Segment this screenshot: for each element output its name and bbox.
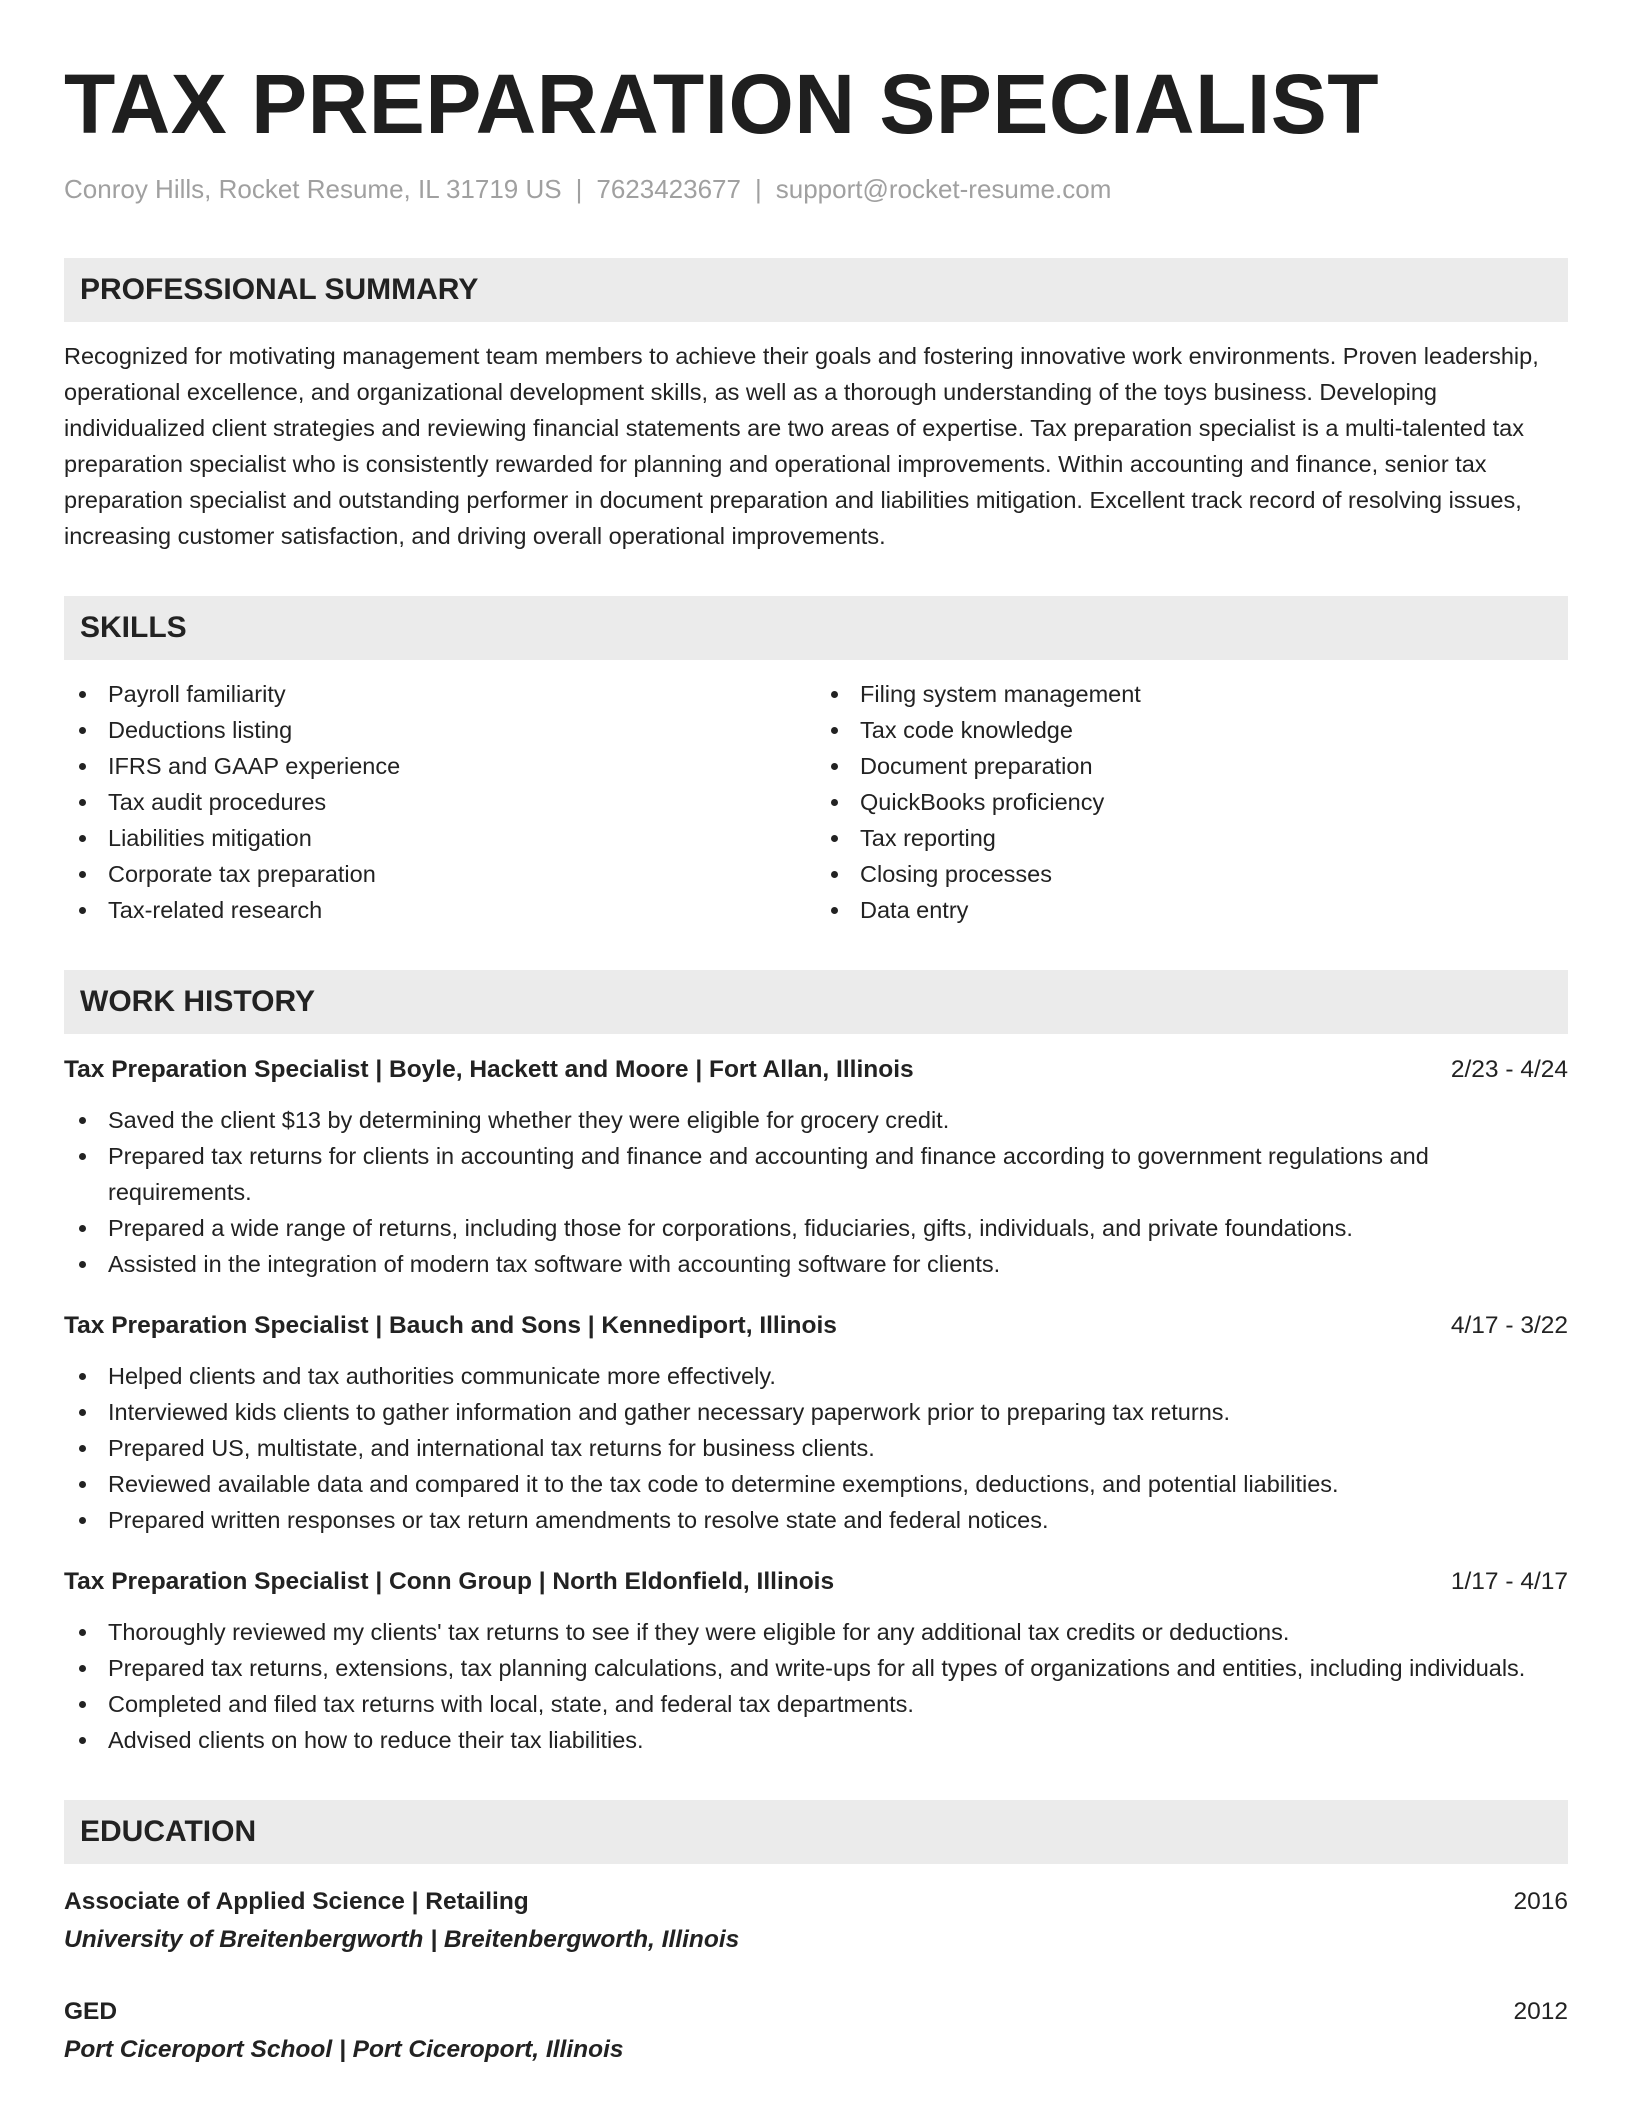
job-dates: 1/17 - 4/17 bbox=[1450, 1568, 1568, 1595]
skill-item: Filing system management bbox=[816, 676, 1568, 712]
skill-item: Corporate tax preparation bbox=[64, 856, 816, 892]
skill-item: IFRS and GAAP experience bbox=[64, 748, 816, 784]
bullet-item: Saved the client $13 by determining whether they were eligible for grocery credit. bbox=[64, 1102, 1568, 1138]
job-title: Tax Preparation Specialist | Conn Group | North Eldonfield, Illinois bbox=[64, 1568, 835, 1595]
skill-item: Tax code knowledge bbox=[816, 712, 1568, 748]
summary-text: Recognized for motivating management team members to achieve their goals and fostering innovative work environments. Proven leadership, operational excellence, and organizational development skills, as well as a thorough understanding of the toys business. Developing individualized client strategies and reviewing financial statements are two areas of expertise. Tax preparation specialist is a multi-talented tax preparation specialist who is consistently rewarded for planning and operational improvements. Within accounting and finance, senior tax preparation specialist and outstanding performer in document preparation and liabilities mitigation. Excellent track record of resolving issues, increasing customer satisfaction, and driving overall operational improvements. bbox=[64, 343, 1539, 549]
email: support@rocket-resume.com bbox=[775, 174, 1112, 204]
separator: | bbox=[754, 174, 762, 204]
separator: | bbox=[575, 174, 583, 204]
graduation-year: 2016 bbox=[1513, 1888, 1568, 1915]
bullet-item: Advised clients on how to reduce their tax liabilities. bbox=[64, 1722, 1568, 1758]
education-entry bbox=[64, 1884, 1568, 1958]
skills-column-left bbox=[64, 676, 816, 928]
education-header bbox=[64, 1994, 1568, 2030]
degree: Associate of Applied Science | Retailing bbox=[64, 1888, 529, 1915]
job-entry bbox=[64, 1564, 1568, 1758]
phone: 7623423677 bbox=[596, 174, 741, 204]
job-entry bbox=[64, 1308, 1568, 1538]
bullet-item: Assisted in the integration of modern tax software with accounting software for clients. bbox=[64, 1246, 1568, 1282]
job-title: Tax Preparation Specialist | Bauch and Sons | Kennediport, Illinois bbox=[64, 1312, 837, 1339]
bullet-item: Completed and filed tax returns with local, state, and federal tax departments. bbox=[64, 1686, 1568, 1722]
bullet-item: Prepared US, multistate, and international tax returns for business clients. bbox=[64, 1430, 1568, 1466]
section-header-education: EDUCATION bbox=[64, 1800, 1568, 1864]
contact-line bbox=[64, 172, 1568, 206]
skill-item: Data entry bbox=[816, 892, 1568, 928]
skill-item: Document preparation bbox=[816, 748, 1568, 784]
skill-item: Closing processes bbox=[816, 856, 1568, 892]
job-header bbox=[64, 1308, 1568, 1344]
job-bullets bbox=[64, 1614, 1568, 1758]
bullet-item: Prepared tax returns, extensions, tax planning calculations, and write-ups for all types of organizations and entities, including individuals. bbox=[64, 1650, 1568, 1686]
bullet-item: Thoroughly reviewed my clients' tax returns to see if they were eligible for any additional tax credits or deductions. bbox=[64, 1614, 1568, 1650]
bullet-item: Prepared tax returns for clients in accounting and finance and accounting and finance according to government regulations and requirements. bbox=[64, 1138, 1568, 1210]
job-header bbox=[64, 1052, 1568, 1088]
bullet-item: Prepared a wide range of returns, including those for corporations, fiduciaries, gifts, individuals, and private foundations. bbox=[64, 1210, 1568, 1246]
skill-item: Tax audit procedures bbox=[64, 784, 816, 820]
bullet-item: Prepared written responses or tax return amendments to resolve state and federal notices. bbox=[64, 1502, 1568, 1538]
skills-column-right bbox=[816, 676, 1568, 928]
job-header bbox=[64, 1564, 1568, 1600]
section-header-skills: SKILLS bbox=[64, 596, 1568, 660]
skill-item: Payroll familiarity bbox=[64, 676, 816, 712]
bullet-item: Reviewed available data and compared it to the tax code to determine exemptions, deductions, and potential liabilities. bbox=[64, 1466, 1568, 1502]
education-entry bbox=[64, 1994, 1568, 2068]
school: Port Ciceroport School | Port Ciceroport, Illinois bbox=[64, 2036, 624, 2063]
skill-item: QuickBooks proficiency bbox=[816, 784, 1568, 820]
job-title: Tax Preparation Specialist | Boyle, Hackett and Moore | Fort Allan, Illinois bbox=[64, 1056, 914, 1083]
skill-item: Tax reporting bbox=[816, 820, 1568, 856]
school: University of Breitenbergworth | Breitenbergworth, Illinois bbox=[64, 1926, 740, 1953]
page-title: TAX PREPARATION SPECIALIST bbox=[64, 57, 1380, 151]
skill-item: Tax-related research bbox=[64, 892, 816, 928]
address: Conroy Hills, Rocket Resume, IL 31719 US bbox=[64, 174, 562, 204]
job-bullets bbox=[64, 1102, 1568, 1282]
section-header-summary: PROFESSIONAL SUMMARY bbox=[64, 258, 1568, 322]
graduation-year: 2012 bbox=[1513, 1998, 1568, 2025]
skills-list bbox=[64, 676, 1568, 928]
bullet-item: Interviewed kids clients to gather information and gather necessary paperwork prior to preparing tax returns. bbox=[64, 1394, 1568, 1430]
education-header bbox=[64, 1884, 1568, 1920]
skill-item: Deductions listing bbox=[64, 712, 816, 748]
degree: GED bbox=[64, 1998, 118, 2025]
job-dates: 2/23 - 4/24 bbox=[1450, 1056, 1568, 1083]
bullet-item: Helped clients and tax authorities communicate more effectively. bbox=[64, 1358, 1568, 1394]
job-bullets bbox=[64, 1358, 1568, 1538]
section-header-work-history: WORK HISTORY bbox=[64, 970, 1568, 1034]
skill-item: Liabilities mitigation bbox=[64, 820, 816, 856]
job-entry bbox=[64, 1052, 1568, 1282]
job-dates: 4/17 - 3/22 bbox=[1450, 1312, 1568, 1339]
